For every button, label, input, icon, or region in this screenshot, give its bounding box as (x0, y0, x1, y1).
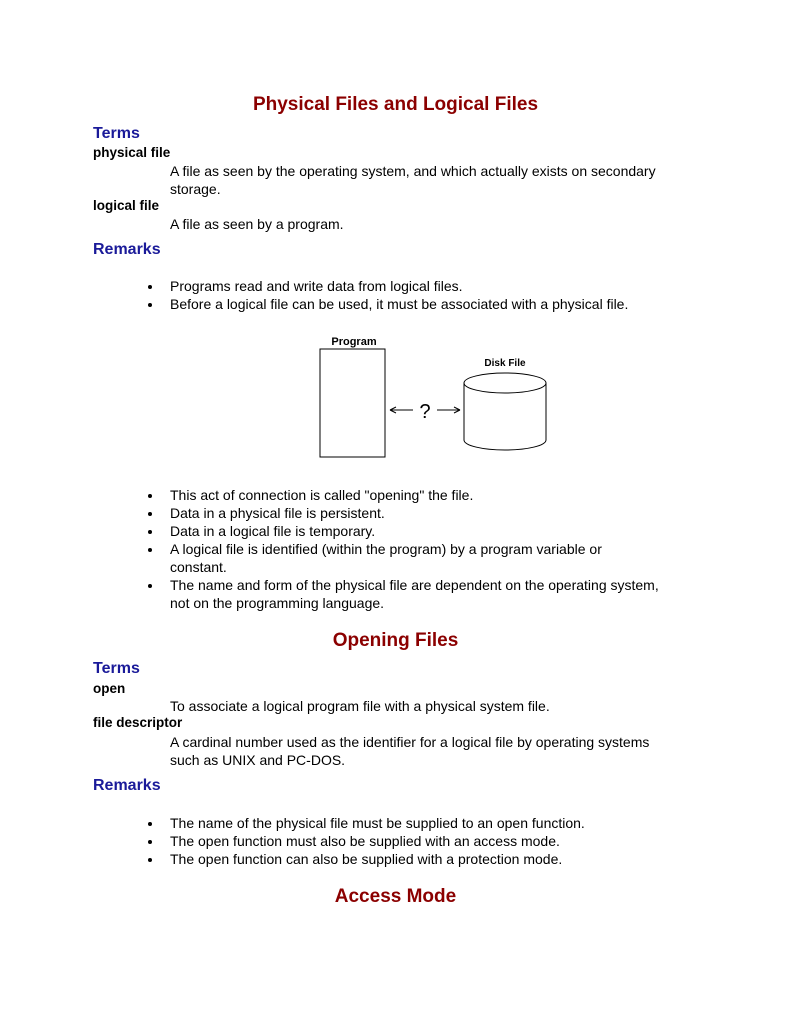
list-item: Data in a physical file is persistent. (170, 504, 700, 522)
page-title: Physical Files and Logical Files (252, 94, 539, 115)
remarks-list-a (170, 277, 700, 313)
disk-cylinder-icon (464, 373, 546, 450)
term-logical-file: logical file (93, 198, 160, 213)
list-item: The open function can also be supplied with a protection mode. (170, 850, 700, 868)
list-item: The name and form of the physical file are dependent on the operating system, not on the programming language. (170, 576, 670, 612)
remarks-list-b (170, 486, 700, 612)
section-title-access-mode: Access Mode (334, 886, 457, 907)
remarks-heading: Remarks (93, 241, 161, 258)
definition-file-descriptor: A cardinal number used as the identifier for a logical file by operating systems such as UNIX and PC-DOS. (170, 734, 650, 768)
list-item: The open function must also be supplied with an access mode. (170, 832, 700, 850)
list-item: Before a logical file can be used, it must be associated with a physical file. (170, 295, 700, 313)
connector-question-mark: ? (419, 401, 431, 423)
terms-heading: Terms (93, 125, 140, 142)
list-item: This act of connection is called "opening" the file. (170, 486, 700, 504)
definition-physical-file: A file as seen by the operating system, and which actually exists on secondary storage. (170, 163, 656, 197)
section-title-opening-files: Opening Files (332, 630, 459, 651)
list-item: The name of the physical file must be supplied to an open function. (170, 814, 700, 832)
disk-file-label: Disk File (484, 358, 526, 369)
term-file-descriptor: file descriptor (93, 715, 183, 730)
program-box (320, 349, 385, 457)
list-item: A logical file is identified (within the program) by a program variable or constant. (170, 540, 660, 576)
definition-open: To associate a logical program file with a physical system file. (170, 698, 550, 714)
term-physical-file: physical file (93, 145, 171, 160)
term-open: open (93, 681, 126, 696)
list-item: Programs read and write data from logical files. (170, 277, 700, 295)
remarks-heading: Remarks (93, 777, 161, 794)
program-disk-diagram (300, 330, 570, 465)
definition-logical-file: A file as seen by a program. (170, 216, 344, 232)
program-label: Program (331, 336, 377, 348)
remarks-list (170, 814, 700, 868)
terms-heading: Terms (93, 660, 140, 677)
list-item: Data in a logical file is temporary. (170, 522, 700, 540)
